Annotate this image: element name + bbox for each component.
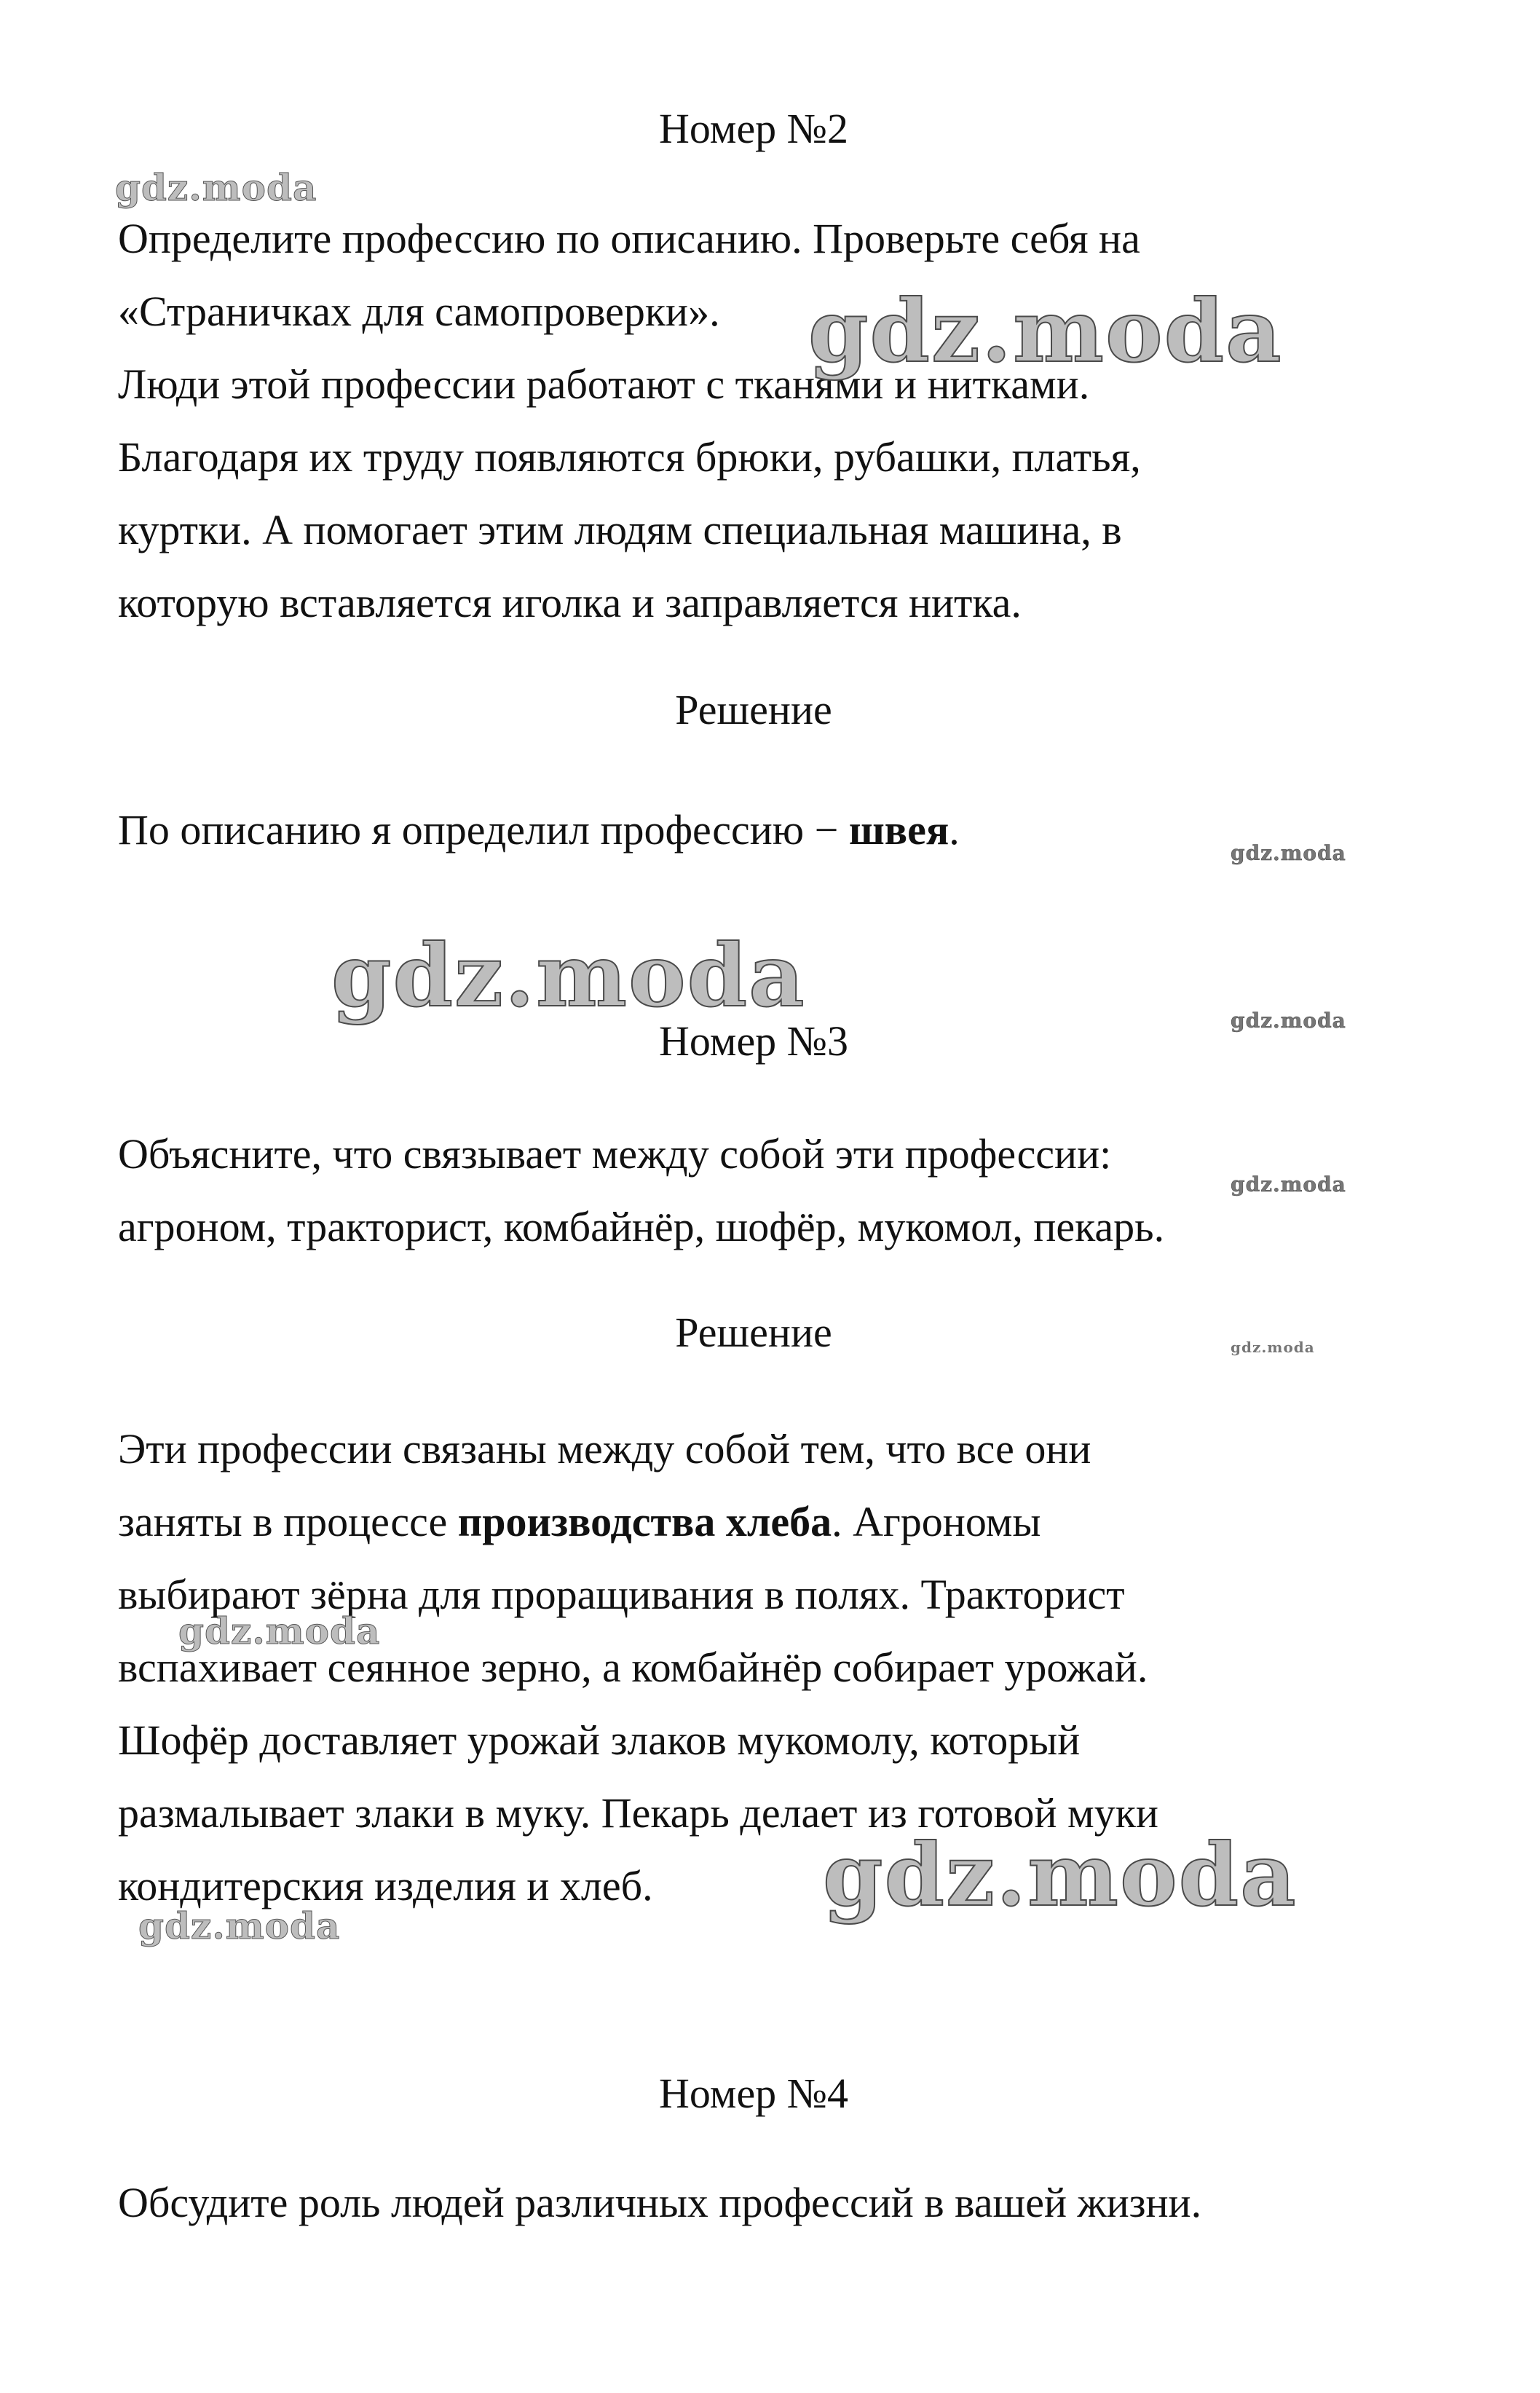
- task3-answer-bold: производства хлеба: [457, 1498, 832, 1545]
- task2-answer: [118, 794, 1487, 867]
- watermark-logo: gdz.moda: [1231, 841, 1346, 865]
- task2-answer-bold: швея: [848, 806, 949, 853]
- watermark-logo: gdz.moda: [808, 280, 1283, 382]
- task2-question-line: которую вставляется иголка и заправляется нитка.: [118, 579, 1022, 626]
- watermark-logo: gdz.moda: [115, 166, 317, 209]
- task2-title: Номер №2: [658, 105, 849, 152]
- task2-question-line: Определите профессию по описанию. Проверьте себя на: [118, 215, 1140, 262]
- task4-question-line: Обсудите роль людей различных профессий в вашей жизни.: [118, 2179, 1202, 2226]
- task3-answer-line: вспахивает сеянное зерно, а комбайнёр собирает урожай.: [118, 1644, 1148, 1691]
- watermark-logo: gdz.moda: [823, 1824, 1298, 1925]
- task3-answer-line: Шофёр доставляет урожай злаков мукомолу, который: [118, 1716, 1081, 1764]
- task3-question-line: Объясните, что связывает между собой эти профессии:: [118, 1130, 1112, 1178]
- watermark-logo: gdz.moda: [1231, 1172, 1346, 1196]
- task3-answer: [118, 1413, 1487, 1923]
- task4-title: Номер №4: [658, 2070, 849, 2117]
- task3-answer-line: кондитерския изделия и хлеб.: [118, 1862, 653, 1909]
- task3-answer-line: выбирают зёрна для проращивания в полях. Тракторист: [118, 1571, 1125, 1618]
- task2-question: [118, 202, 1487, 639]
- task2-answer-suffix: .: [949, 806, 960, 853]
- task2-solution-title: Решение: [675, 686, 832, 733]
- task3-answer-suffix: . Агрономы: [832, 1498, 1041, 1545]
- task3-title: Номер №3: [658, 1017, 849, 1065]
- watermark-logo: gdz.moda: [138, 1904, 341, 1947]
- watermark-logo: gdz.moda: [178, 1609, 381, 1652]
- watermark-logo: gdz.moda: [331, 925, 806, 1026]
- watermark-logo: gdz.moda: [1231, 1339, 1315, 1356]
- task2-question-line: «Страничках для самопроверки».: [118, 288, 720, 335]
- task3-answer-line: размалывает злаки в муку. Пекарь делает из готовой муки: [118, 1789, 1158, 1837]
- task3-answer-text: заняты в процессе: [118, 1498, 458, 1545]
- task2-question-line: Люди этой профессии работают с тканями и нитками.: [118, 360, 1090, 408]
- task2-question-line: Благодаря их труду появляются брюки, рубашки, платья,: [118, 433, 1141, 481]
- task2-answer-text: По описанию я определил профессию −: [118, 806, 849, 853]
- task3-question-line: агроном, тракторист, комбайнёр, шофёр, мукомол, пекарь.: [118, 1203, 1165, 1250]
- task4-question: [118, 2167, 1487, 2239]
- task3-solution-title: Решение: [675, 1309, 832, 1356]
- watermark-logo: gdz.moda: [1231, 1009, 1346, 1033]
- task3-question: [118, 1118, 1487, 1263]
- task2-question-line: куртки. А помогает этим людям специальная машина, в: [118, 506, 1122, 553]
- task3-answer-line: Эти профессии связаны между собой тем, что все они: [118, 1425, 1091, 1473]
